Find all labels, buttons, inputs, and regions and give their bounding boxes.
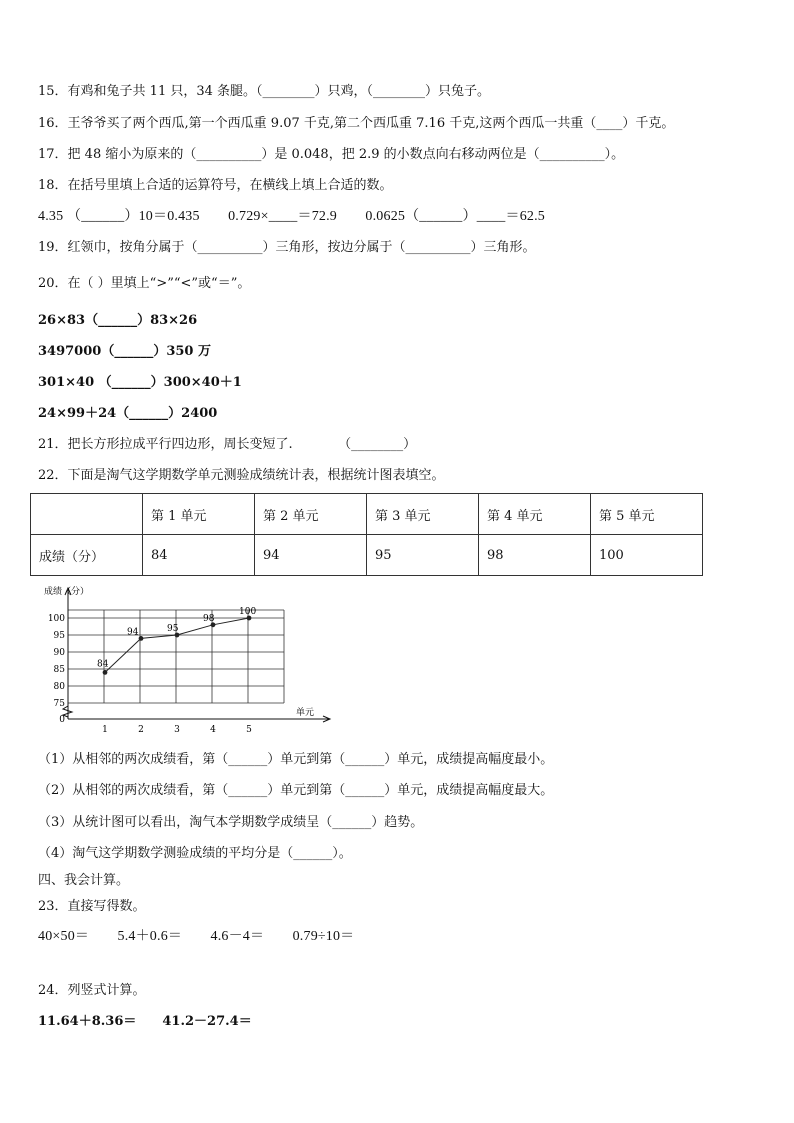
question-22-part-1: （1）从相邻的两次成绩看，第（______）单元到第（______）单元，成绩提高幅度最小。	[38, 752, 554, 767]
question-15: 15．有鸡和兔子共 11 只，34 条腿。（________）只鸡，（________）只兔子。	[38, 84, 491, 99]
x-tick-label: 1	[102, 725, 108, 735]
table-cell: 第 4 单元	[479, 494, 591, 535]
x-tick-label: 5	[246, 725, 252, 735]
data-label: 84	[97, 659, 109, 670]
table-cell	[31, 494, 143, 535]
y-tick-label: 100	[47, 614, 65, 624]
question-22-part-2: （2）从相邻的两次成绩看，第（______）单元到第（______）单元，成绩提高幅度最大。	[38, 783, 554, 798]
question-20-item: 301×40 （______）300×40＋1	[38, 375, 242, 390]
data-point	[103, 670, 108, 675]
question-18: 18．在括号里填上合适的运算符号，在横线上填上合适的数。	[38, 178, 393, 193]
score-line-chart	[30, 582, 350, 740]
question-20-item: 26×83（______）83×26	[38, 313, 198, 328]
x-tick-label: 2	[138, 725, 144, 735]
question-22-part-3: （3）从统计图可以看出，淘气本学期数学成绩呈（______）趋势。	[38, 815, 424, 830]
x-axis-label: 单元	[296, 708, 315, 718]
question-24-expressions: 11.64＋8.36＝ 41.2－27.4＝	[38, 1014, 252, 1029]
section-heading: 四、我会计算。	[38, 873, 130, 888]
score-table	[30, 493, 703, 576]
table-row	[31, 535, 703, 576]
question-23: 23．直接写得数。	[38, 899, 146, 914]
y-axis-label: 成绩（分）	[44, 587, 90, 597]
data-label: 100	[239, 607, 257, 617]
question-23-expressions: 40×50＝ 5.4＋0.6＝ 4.6－4＝ 0.79÷10＝	[38, 929, 355, 944]
data-label: 95	[167, 624, 179, 634]
table-cell: 95	[367, 535, 479, 576]
question-21: 21．把长方形拉成平行四边形，周长变短了. （________）	[38, 437, 417, 452]
y-tick-label: 90	[53, 648, 65, 658]
table-cell: 第 3 单元	[367, 494, 479, 535]
data-label: 94	[127, 627, 139, 638]
data-point	[139, 636, 144, 641]
x-tick-label: 4	[210, 725, 216, 735]
question-20-item: 24×99＋24（______）2400	[38, 406, 218, 421]
y-tick-label: 95	[53, 631, 65, 641]
x-tick-label: 3	[174, 725, 180, 735]
question-22: 22．下面是淘气这学期数学单元测验成绩统计表，根据统计图表填空。	[38, 468, 445, 483]
question-20: 20．在（ ）里填上“>”“<”或“＝”。	[38, 276, 251, 291]
table-cell: 第 2 单元	[255, 494, 367, 535]
question-24: 24．列竖式计算。	[38, 983, 146, 998]
table-cell: 84	[143, 535, 255, 576]
y-tick-label: 0	[59, 715, 65, 725]
table-cell: 94	[255, 535, 367, 576]
table-header-row	[31, 494, 703, 535]
table-cell: 成绩（分）	[31, 535, 143, 576]
table-cell: 100	[591, 535, 703, 576]
table-cell: 第 1 单元	[143, 494, 255, 535]
y-tick-label: 85	[53, 665, 65, 675]
question-18-expressions: 4.35 （______）10＝0.435 0.729×____＝72.9 0.0625（______）____＝62.5	[38, 209, 545, 224]
question-20-item: 3497000（______）350 万	[38, 344, 211, 359]
question-17: 17．把 48 缩小为原来的（__________）是 0.048，把 2.9 的小数点向右移动两位是（__________）。	[38, 147, 625, 162]
question-19: 19．红领巾，按角分属于（__________）三角形，按边分属于（__________）三角形。	[38, 240, 536, 255]
y-tick-label: 80	[53, 682, 65, 692]
question-16: 16．王爷爷买了两个西瓜,第一个西瓜重 9.07 千克,第二个西瓜重 7.16 千克,这两个西瓜一共重（____）千克。	[38, 116, 675, 131]
data-label: 98	[203, 613, 215, 624]
question-22-part-4: （4）淘气这学期数学测验成绩的平均分是（______）。	[38, 846, 352, 861]
table-cell: 第 5 单元	[591, 494, 703, 535]
y-tick-label: 75	[53, 699, 65, 709]
table-cell: 98	[479, 535, 591, 576]
